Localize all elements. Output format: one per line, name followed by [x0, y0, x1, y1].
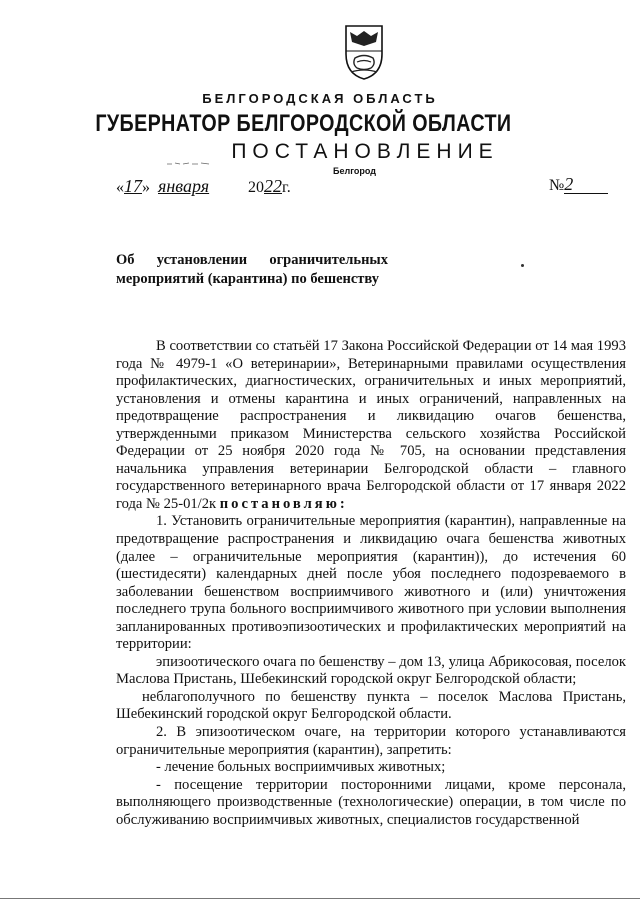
document-number [549, 176, 608, 195]
city-name: Белгород [333, 166, 376, 176]
date-year-suffix: 22 [264, 176, 282, 196]
page-bottom-edge [0, 898, 640, 899]
date-day: 17 [124, 176, 142, 196]
date-year-prefix: 20 [248, 179, 264, 196]
preamble-paragraph [116, 338, 626, 513]
region-name: БЕЛГОРОДСКАЯ ОБЛАСТЬ [202, 91, 438, 106]
unfavorable-point-paragraph: неблагополучного по бешенству пункта – поселок Маслова Пристань, Шебекинский городской округ Белгородской области. [116, 688, 626, 723]
number-value: 2 [564, 176, 608, 194]
document-title [116, 251, 388, 289]
date-open-quote: « [116, 179, 124, 196]
stray-dot [521, 264, 524, 267]
date-month: января [158, 176, 210, 196]
document-body [116, 338, 626, 829]
document-date [116, 176, 291, 197]
preamble-text: В соответствии со статьёй 17 Закона Российской Федерации от 14 мая 1993 года № 4979-1 «О ветеринарии», Ветеринарными правилами осуществления профилактических, диагностических, ограничительных и иных мероприятий, установления и отмены карантина и иных ограничений, направленных на предотвращение распространения и ликвидацию очагов бешенства, утвержденными приказом Министерства сельского хозяйства Российской Федерации от 25 ноября 2020 года № 705, на основании представления начальника управления ветеринарии Белгородской области – главного государственного ветеринарного врача Белгородской области от 17 января 2022 года № 25-01/2к [116, 338, 626, 512]
number-label: № [549, 177, 565, 194]
date-close-quote: » [142, 179, 150, 196]
coat-of-arms-emblem [343, 24, 385, 80]
date-year-mark: г. [282, 179, 291, 196]
clause-1-paragraph: 1. Установить ограничительные мероприятия (карантин), направленные на предотвращение распространения и ликвидацию очага бешенства животных (далее – ограничительные мероприятия (карантин)), до истечения 60 (шестидесяти) календарных дней после убоя последнего подозреваемого в заболевании бешенством восприимчивого животного и (или) уничтожения последнего трупа больного восприимчивого животного при условии выполнения запланированных противоэпизоотических и профилактических мероприятий на территории: [116, 513, 626, 653]
resolution-word: постановляю: [219, 495, 348, 512]
clause-2-paragraph: 2. В эпизоотическом очаге, на территории которого устанавливаются ограничительные мероприятия (карантин), запретить: [116, 724, 626, 758]
epizootic-focus-paragraph: эпизоотического очага по бешенству – дом 13, улица Абрикосовая, поселок Маслова Пристань, Шебекинский городской округ Белгородской области; [116, 653, 626, 688]
handwritten-mark [166, 161, 210, 167]
title-line-1: Об установлении ограничительных [116, 252, 388, 268]
authority-title: ГУБЕРНАТОР БЕЛГОРОДСКОЙ ОБЛАСТИ [95, 110, 512, 137]
title-line-2: мероприятий (карантина) по бешенству [116, 271, 380, 287]
prohibition-item-1: - лечение больных восприимчивых животных; [156, 759, 446, 776]
document-type: ПОСТАНОВЛЕНИЕ [231, 140, 499, 163]
prohibition-item-2: - посещение территории посторонними лицами, кроме персонала, выполняющего производственные (технологические) операции, в том числе по обслуживанию восприимчивых животных, специалистов государственной [116, 776, 626, 828]
